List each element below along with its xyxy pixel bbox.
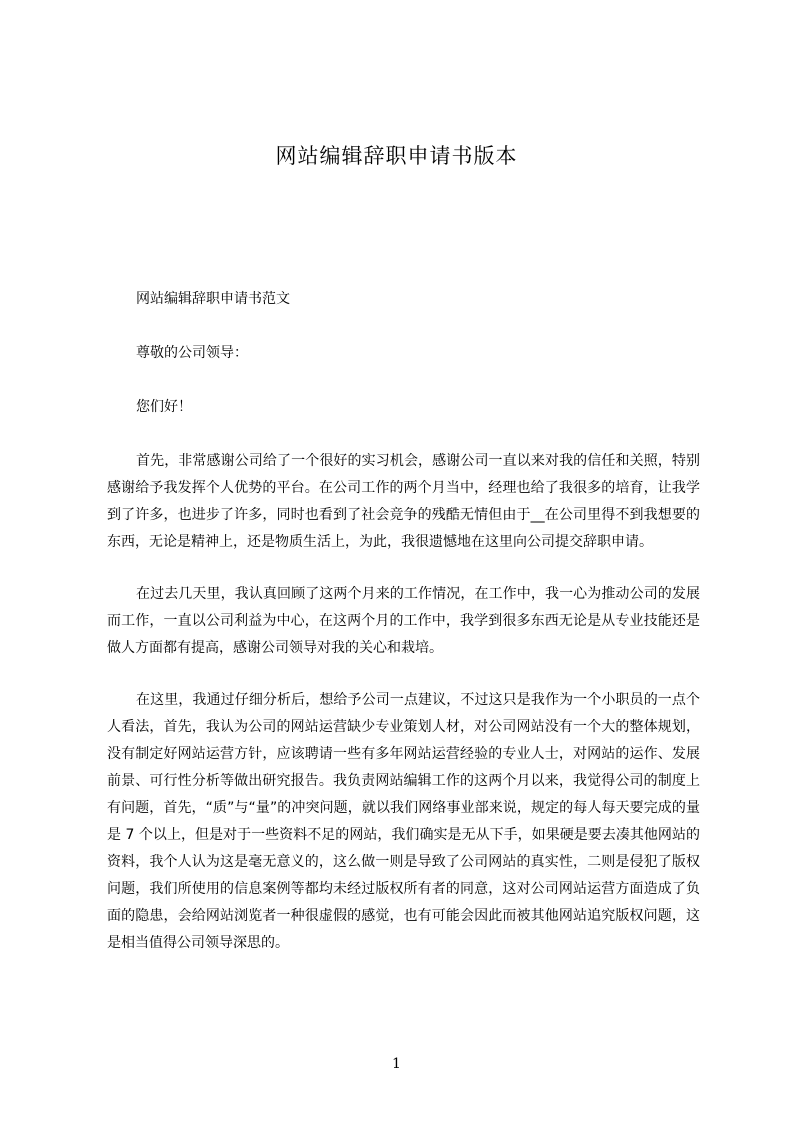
spacer (107, 421, 700, 448)
letter-salutation: 尊敬的公司领导： (136, 345, 248, 361)
document-title: 网站编辑辞职申请书版本 (275, 144, 518, 168)
spacer (107, 556, 700, 581)
spacer (107, 662, 700, 687)
letter-body (107, 286, 700, 957)
letter-greeting: 您们好！ (136, 399, 192, 415)
letter-heading: 网站编辑辞职申请书范文 (136, 291, 290, 307)
spacer (107, 313, 700, 340)
page-number: 1 (392, 1056, 401, 1072)
spacer (107, 367, 700, 394)
paragraph-suggestions: 在这里，我通过仔细分析后，想给予公司一点建议，不过这只是我作为一个小职员的一点个人看法，首先，我认为公司的网站运营缺少专业策划人材，对公司网站没有一个大的整体规划，没有制定好网站运营方针，应该聘请一些有多年网站运营经验的专业人士，对网站的运作、发展前景、可行性分析等做出研究报告。我负责网站编辑工作的这两个月以来，我觉得公司的制度上有问题，首先，“质”与“量”的冲突问题，就以我们网络事业部来说，规定的每人每天要完成的量是 7 个以上，但是对于一些资料不足的网站，我们确实是无从下手，如果硬是要去凑其他网站的资料，我个人认为这是毫无意义的，这么做一则是导致了公司网站的真实性，二则是侵犯了版权问题，我们所使用的信息案例等都均未经过版权所有者的同意，这对公司网站运营方面造成了负面的隐患，会给网站浏览者一种很虚假的感觉，也有可能会因此而被其他网站追究版权问题，这是相当值得公司领导深思的。 (107, 692, 700, 951)
paragraph-thanks: 首先，非常感谢公司给了一个很好的实习机会，感谢公司一直以来对我的信任和关照，特别感谢给予我发挥个人优势的平台。在公司工作的两个月当中，经理也给了我很多的培育，让我学到了许多，也进步了许多，同时也看到了社会竞争的残酷无情但由于__在公司里得不到我想要的东西，无论是精神上，还是物质生活上，为此，我很遗憾地在这里向公司提交辞职申请。 (107, 453, 700, 550)
paragraph-review: 在过去几天里，我认真回顾了这两个月来的工作情况，在工作中，我一心为推动公司的发展而工作，一直以公司利益为中心，在这两个月的工作中，我学到很多东西无论是从专业技能还是做人方面都有提高，感谢公司领导对我的关心和栽培。 (107, 586, 700, 656)
